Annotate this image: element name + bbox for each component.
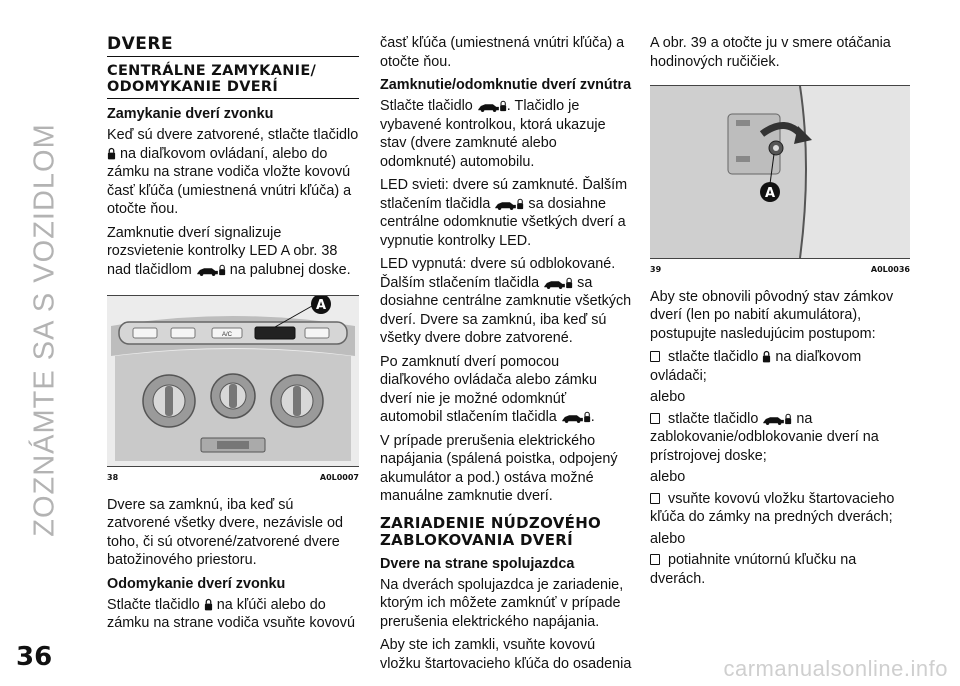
figure-39-number: 39 bbox=[650, 265, 662, 274]
text-remote-a: stlačte tlačidlo bbox=[668, 349, 759, 365]
text-press-button-a: Stlačte tlačidlo bbox=[380, 98, 473, 114]
paragraph-power-failure: V prípade prerušenia elektrického napájania (spálená poistka, odpojený akumulátor a pod.) ostáva možné manuálne zamknutie dverí. bbox=[380, 432, 618, 504]
list-item-handle bbox=[650, 551, 910, 588]
figure-38-label: A bbox=[315, 298, 327, 313]
text-led-signal-a: Zamknutie dverí signalizuje rozsvietenie kontrolky LED A obr. 38 nad tlačidlom bbox=[107, 224, 338, 278]
figure-38-number: 38 bbox=[107, 473, 119, 482]
car-lock-icon bbox=[196, 264, 226, 276]
watermark: carmanualsonline.info bbox=[723, 656, 948, 681]
paragraph-unlock-outside bbox=[107, 596, 359, 633]
car-lock-icon bbox=[477, 100, 507, 112]
lock-icon bbox=[107, 147, 116, 160]
column-3 bbox=[650, 34, 910, 591]
paragraph-turn-clockwise: A obr. 39 a otočte ju v smere otáčania hodinových ručičiek. bbox=[650, 35, 891, 70]
paragraph-led-off bbox=[380, 255, 632, 348]
list-item-dashboard bbox=[650, 410, 910, 466]
paragraph-restore: Aby ste obnovili pôvodný stav zámkov dverí (len po nabití akumulátora), postupujte nasledujúcim postupom: bbox=[650, 288, 894, 342]
text-led-on-b: sa dosiahne centrálne odomknutie všetkých dverí a vypnutie kontrolky LED. bbox=[380, 195, 626, 249]
text-lock-outside-a: Keď sú dvere zatvorené, stlačte tlačidlo bbox=[107, 127, 359, 143]
paragraph-doors-closed: Dvere sa zamknú, iba keď sú zatvorené všetky dvere, nezávisle od toho, či sú otvorené/zatvorené dvere batožinového priestoru. bbox=[107, 496, 343, 568]
text-unlock-outside-a: Stlačte tlačidlo bbox=[107, 596, 200, 613]
list-item-key bbox=[650, 490, 910, 527]
text-key: vsuňte kovovú vložku štartovacieho kľúča do zámky na predných dverách; bbox=[650, 490, 895, 525]
column-2 bbox=[380, 34, 632, 678]
bullet-box-icon bbox=[650, 554, 660, 565]
paragraph-insert-key: Aby ste ich zamkli, vsuňte kovovú vložku štartovacieho kľúča do osadenia bbox=[380, 637, 632, 672]
paragraph-remote-locked bbox=[380, 353, 632, 427]
text-remote-b: na diaľkovom ovládači; bbox=[650, 349, 862, 384]
text-press-button-b: . Tlačidlo je vybavené kontrolkou, ktorá ukazuje stav (dvere zamknuté alebo odomknuté) automobilu. bbox=[380, 98, 606, 170]
title-lock-outside: Zamykanie dverí zvonku bbox=[107, 106, 274, 122]
text-led-off-b: sa dosiahne centrálne zamknutie všetkých dverí. Dvere sa zamknú, iba keď sú všetky dvere dobre zatvorené. bbox=[380, 274, 632, 346]
paragraph-press-button bbox=[380, 97, 632, 171]
bullet-box-icon bbox=[650, 493, 660, 504]
paragraph-led-signal bbox=[107, 224, 359, 280]
paragraph-passenger-device: Na dverách spolujazdca je zariadenie, ktorým ich môžete zamknúť v prípade prerušenia elektrického napájania. bbox=[380, 576, 624, 630]
title-unlock-outside: Odomykanie dverí zvonku bbox=[107, 575, 286, 592]
text-dashboard-b: na zablokovanie/odblokovanie dverí na prístrojovej doske; bbox=[650, 410, 879, 464]
text-led-on-a: LED svieti: dvere sú zamknuté. Ďalším stlačením tlačidla bbox=[380, 177, 628, 212]
figure-38-caption bbox=[107, 469, 359, 488]
or-separator-3: alebo bbox=[650, 530, 686, 547]
lock-icon bbox=[762, 350, 771, 363]
text-handle: potiahnite vnútornú kľučku na dverách. bbox=[650, 552, 857, 587]
figure-39-caption bbox=[650, 261, 910, 280]
figure-39-code: A0L0036 bbox=[870, 265, 910, 274]
car-lock-icon bbox=[543, 277, 573, 289]
or-separator-2: alebo bbox=[650, 469, 686, 485]
section-heading-doors: DVERE bbox=[107, 34, 359, 57]
paragraph-lock-outside bbox=[107, 126, 359, 219]
ac-label: A/C bbox=[221, 332, 233, 338]
heading-emergency-locking: ZARIADENIE NÚDZOVÉHO ZABLOKOVANIA DVERÍ bbox=[380, 513, 602, 549]
or-separator-1: alebo bbox=[650, 389, 686, 405]
unlock-icon bbox=[204, 598, 213, 611]
title-passenger-door: Dvere na strane spolujazdca bbox=[380, 555, 575, 572]
figure-38 bbox=[107, 295, 359, 467]
paragraph-led-on bbox=[380, 176, 632, 250]
page-number: 36 bbox=[16, 642, 53, 672]
bullet-box-icon bbox=[650, 351, 660, 362]
figure-39 bbox=[650, 85, 910, 259]
figure-39-label: A bbox=[764, 186, 776, 201]
door-lock-illustration bbox=[650, 86, 910, 258]
car-lock-icon bbox=[561, 411, 591, 423]
car-lock-icon bbox=[762, 413, 792, 425]
text-led-off-a: LED vypnutá: dvere sú odblokované. Ďalším stlačením tlačidla bbox=[380, 256, 616, 291]
column-1 bbox=[107, 34, 359, 638]
figure-38-code: A0L0007 bbox=[319, 473, 359, 482]
side-chapter-text: ZOZNÁMTE SA S VOZIDLOM bbox=[28, 123, 61, 537]
text-led-signal-b: na palubnej doske. bbox=[229, 261, 351, 278]
text-lock-outside-b: na diaľkovom ovládaní, alebo do zámku na strane vodiča vložte kovovú časť kľúča (umiestnená vnútri kľúča) a otočte ňou. bbox=[107, 145, 352, 217]
list-item-remote bbox=[650, 348, 910, 385]
dashboard-illustration bbox=[107, 296, 359, 466]
text-unlock-outside-b: na kľúči alebo do zámku na strane vodiča vsuňte kovovú bbox=[107, 596, 355, 631]
subheading-central-locking: CENTRÁLNE ZAMYKANIE/ ODOMYKANIE DVERÍ bbox=[107, 63, 359, 99]
car-lock-icon bbox=[494, 198, 524, 210]
title-lock-inside: Zamknutie/odomknutie dverí zvnútra bbox=[380, 77, 632, 93]
text-remote-locked-a: Po zamknutí dverí pomocou diaľkového ovládača alebo zámku dverí nie je možné odomknúť automobil stlačením tlačidla bbox=[380, 353, 597, 425]
paragraph-key-continued: časť kľúča (umiestnená vnútri kľúča) a otočte ňou. bbox=[380, 35, 625, 70]
text-dashboard-a: stlačte tlačidlo bbox=[668, 410, 759, 427]
bullet-box-icon bbox=[650, 413, 660, 424]
text-remote-locked-b: . bbox=[590, 409, 595, 425]
